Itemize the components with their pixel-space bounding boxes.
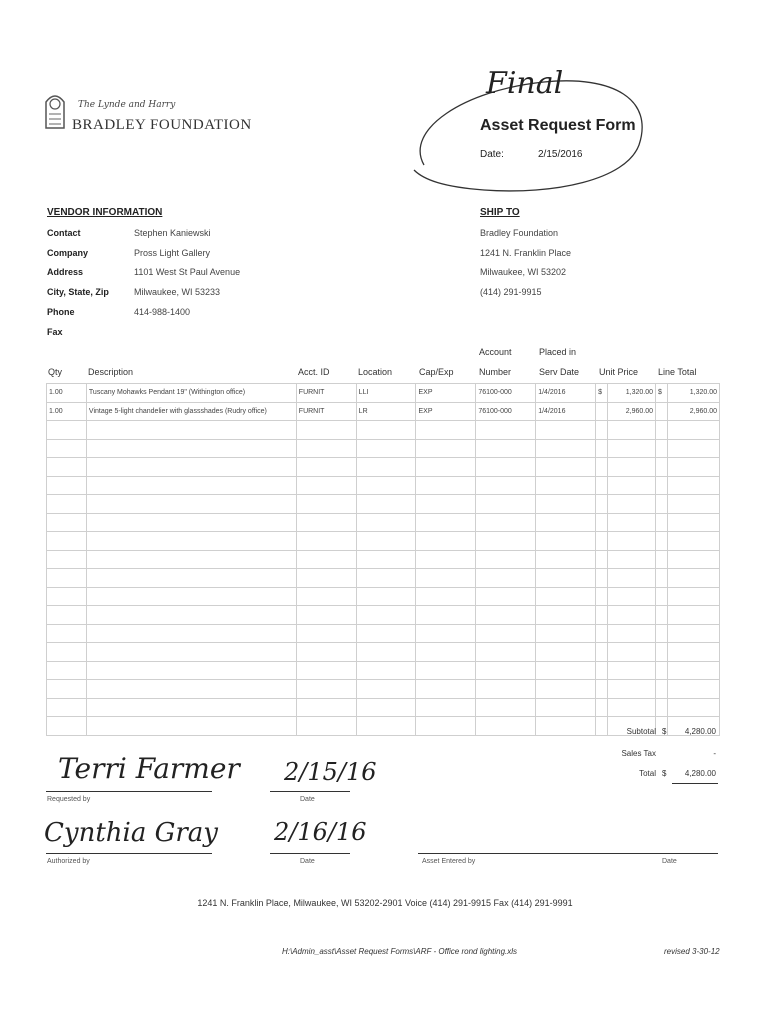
cell-acct: FURNIT <box>296 402 356 421</box>
asset-items-table <box>46 383 720 736</box>
vendor-value-address: 1101 West St Paul Avenue <box>134 267 241 277</box>
table-row <box>47 384 720 403</box>
table-row-empty <box>47 698 720 717</box>
col-header-account-top: Account <box>479 347 512 357</box>
ship-to-line: (414) 291-9915 <box>480 287 542 297</box>
cell-description: Tuscany Mohawks Pendant 19" (Withington office) <box>86 384 296 403</box>
table-row-empty <box>47 439 720 458</box>
vendor-label-fax: Fax <box>47 327 63 337</box>
cell-currency <box>596 402 608 421</box>
table-row-empty <box>47 532 720 551</box>
col-header-acct-id: Acct. ID <box>298 367 330 377</box>
total-underline <box>672 783 718 784</box>
cell-unit-price: 2,960.00 <box>608 402 656 421</box>
subtotal-currency: $ <box>662 727 667 736</box>
vendor-value-contact: Stephen Kaniewski <box>134 228 211 238</box>
ship-to-line: Milwaukee, WI 53202 <box>480 267 567 277</box>
date-value: 2/15/2016 <box>538 149 583 160</box>
table-row-empty <box>47 661 720 680</box>
cell-currency: $ <box>656 384 668 403</box>
cell-description: Vintage 5-light chandelier with glassshades (Rudry office) <box>86 402 296 421</box>
requested-by-label: Requested by <box>47 796 91 803</box>
table-row-empty <box>47 458 720 477</box>
cell-account: 76100-000 <box>476 402 536 421</box>
cell-unit-price: 1,320.00 <box>608 384 656 403</box>
table-row-empty <box>47 550 720 569</box>
col-header-unit-price: Unit Price <box>599 367 639 377</box>
table-row-empty <box>47 513 720 532</box>
cell-account: 76100-000 <box>476 384 536 403</box>
footer-address: 1241 N. Franklin Place, Milwaukee, WI 53202-2901 Voice (414) 291-9915 Fax (414) 291-9991 <box>197 898 573 908</box>
footer-revised: revised 3-30-12 <box>664 947 720 956</box>
asset-entered-label: Asset Entered by <box>422 858 476 865</box>
authorized-date-label: Date <box>300 858 315 865</box>
cell-location: LLI <box>356 384 416 403</box>
vendor-value-company: Pross Light Gallery <box>134 248 211 258</box>
sales-tax-label: Sales Tax <box>621 749 656 758</box>
col-header-placed-bottom: Serv Date <box>539 367 580 377</box>
authorized-by-line <box>46 853 212 854</box>
footer-file-path: H:\Admin_asst\Asset Request Forms\ARF - Office rond lighting.xls <box>282 947 518 956</box>
logo-text: BRADLEY FOUNDATION <box>72 117 252 133</box>
logo-small-text: The Lynde and Harry <box>78 100 176 110</box>
requested-date-label: Date <box>300 796 315 803</box>
col-header-account-bottom: Number <box>479 367 512 377</box>
requested-by-signature: Terri Farmer <box>58 752 240 785</box>
total-label: Total <box>639 769 656 778</box>
vendor-heading: VENDOR INFORMATION <box>47 207 163 218</box>
col-header-placed-top: Placed in <box>539 347 577 357</box>
asset-entered-date-label: Date <box>662 858 677 865</box>
date-label: Date: <box>480 149 504 160</box>
requested-date-line <box>270 791 350 792</box>
ship-to-line: Bradley Foundation <box>480 228 559 238</box>
col-header-line-total: Line Total <box>658 367 697 377</box>
total-value: 4,280.00 <box>684 769 716 778</box>
requested-date-handwritten: 2/15/16 <box>284 758 377 786</box>
cell-currency: $ <box>596 384 608 403</box>
table-row-empty <box>47 569 720 588</box>
subtotal-value: 4,280.00 <box>684 727 716 736</box>
table-row-empty <box>47 606 720 625</box>
cell-currency <box>656 402 668 421</box>
cell-line-total: 2,960.00 <box>668 402 720 421</box>
total-currency: $ <box>662 769 667 778</box>
ship-to-line: 1241 N. Franklin Place <box>480 248 572 258</box>
asset-entered-line <box>418 853 718 854</box>
col-header-location: Location <box>358 367 393 377</box>
authorized-date-line <box>270 853 350 854</box>
vendor-value-phone: 414-988-1400 <box>134 307 191 317</box>
ship-to-heading: SHIP TO <box>480 207 520 218</box>
col-header-capexp: Cap/Exp <box>419 367 454 377</box>
authorized-date-handwritten: 2/16/16 <box>274 818 367 846</box>
cell-location: LR <box>356 402 416 421</box>
cell-date: 1/4/2016 <box>536 402 596 421</box>
table-row-empty <box>47 643 720 662</box>
subtotal-label: Subtotal <box>626 727 656 736</box>
vendor-label-city: City, State, Zip <box>47 287 109 297</box>
table-row-empty <box>47 680 720 699</box>
vendor-label-contact: Contact <box>47 228 81 238</box>
cell-capexp: EXP <box>416 384 476 403</box>
table-row-empty <box>47 624 720 643</box>
vendor-value-city: Milwaukee, WI 53233 <box>134 287 221 297</box>
vendor-label-company: Company <box>47 248 89 258</box>
cell-date: 1/4/2016 <box>536 384 596 403</box>
cell-qty: 1.00 <box>47 384 87 403</box>
table-row-empty <box>47 421 720 440</box>
foundation-seal-icon <box>40 88 70 132</box>
vendor-label-phone: Phone <box>47 307 75 317</box>
form-title: Asset Request Form <box>480 117 636 134</box>
authorized-by-label: Authorized by <box>47 858 90 865</box>
col-header-qty: Qty <box>48 367 63 377</box>
vendor-label-address: Address <box>47 267 84 277</box>
table-row-empty <box>47 495 720 514</box>
table-row-empty <box>47 476 720 495</box>
table-row <box>47 402 720 421</box>
col-header-description: Description <box>88 367 134 377</box>
table-row-empty <box>47 587 720 606</box>
cell-line-total: 1,320.00 <box>668 384 720 403</box>
cell-capexp: EXP <box>416 402 476 421</box>
cell-qty: 1.00 <box>47 402 87 421</box>
requested-by-line <box>46 791 212 792</box>
handwritten-final-note: Final <box>486 66 564 101</box>
sales-tax-value: - <box>713 749 716 758</box>
cell-acct: FURNIT <box>296 384 356 403</box>
authorized-by-signature: Cynthia Gray <box>44 818 218 848</box>
